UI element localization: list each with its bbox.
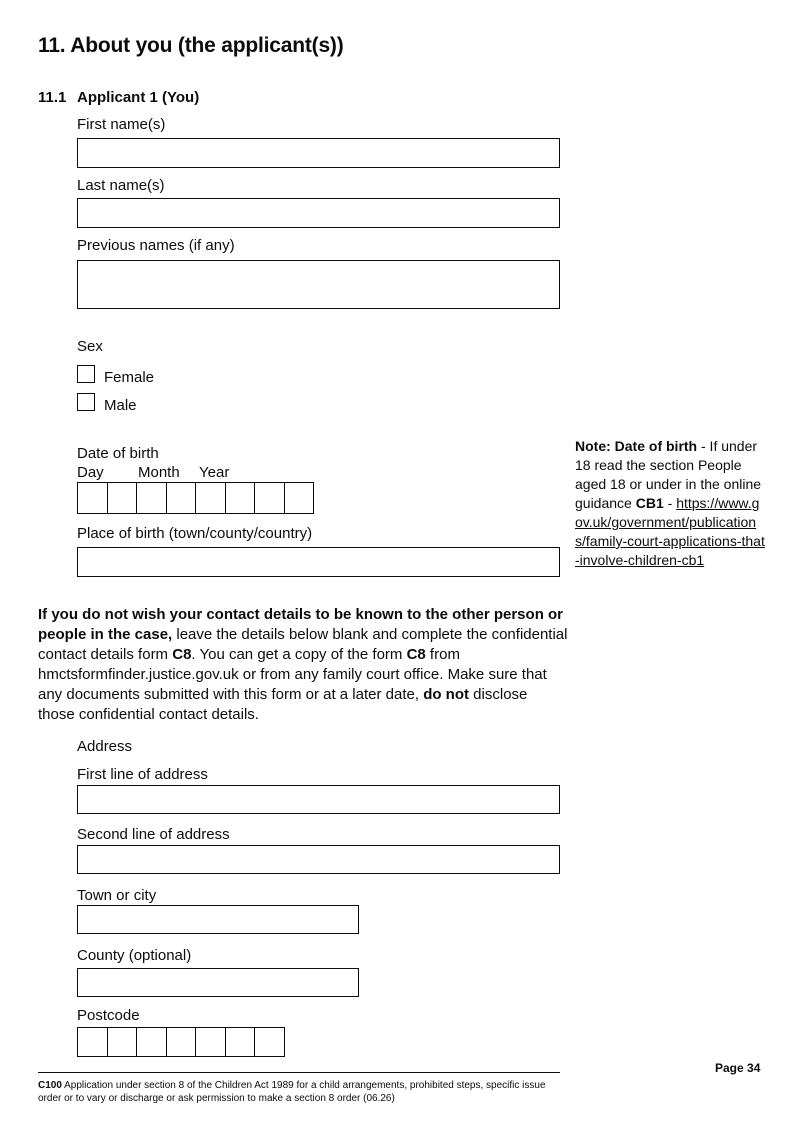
- place-of-birth-label: Place of birth (town/county/country): [77, 525, 313, 542]
- dob-month-cell[interactable]: [166, 482, 197, 514]
- dob-input: [77, 482, 314, 514]
- dob-year-cell[interactable]: [195, 482, 226, 514]
- postcode-input: [77, 1027, 285, 1057]
- conf-bold-1: If you do not wish your contact details to be known to the other person or people in the case,: [38, 606, 564, 643]
- postcode-cell[interactable]: [77, 1027, 108, 1057]
- note-text: - If under 18 read the section People aged 18 or under in the online guidance: [575, 438, 762, 511]
- town-label: Town or city: [77, 887, 157, 904]
- note-bold: Note: Date of birth: [575, 438, 698, 454]
- town-input[interactable]: [77, 905, 359, 934]
- sex-male-label: Male: [104, 397, 137, 414]
- confidential-instructions: [38, 605, 568, 725]
- footer-form-code: C100: [38, 1080, 62, 1091]
- postcode-cell[interactable]: [136, 1027, 167, 1057]
- dob-day-label: Day: [77, 464, 104, 481]
- dob-year-cell[interactable]: [225, 482, 256, 514]
- dob-note: [575, 437, 765, 570]
- postcode-cell[interactable]: [166, 1027, 197, 1057]
- dob-label: Date of birth: [77, 445, 159, 462]
- dob-day-cell[interactable]: [77, 482, 108, 514]
- note-dash: -: [663, 495, 677, 511]
- address-line2-input[interactable]: [77, 845, 560, 874]
- dob-month-cell[interactable]: [136, 482, 167, 514]
- footer-description: Application under section 8 of the Children Act 1989 for a child arrangements, prohibited steps, specific issue order or to vary or discharge or ask permission to make a section 8 order (06.26): [38, 1080, 546, 1104]
- postcode-label: Postcode: [77, 1007, 140, 1024]
- dob-year-cell[interactable]: [284, 482, 315, 514]
- first-name-label: First name(s): [77, 116, 166, 133]
- page-title: 11. About you (the applicant(s)): [38, 34, 344, 57]
- dob-year-label: Year: [199, 464, 230, 481]
- address-line1-label: First line of address: [77, 766, 208, 783]
- conf-bold-2: C8: [172, 646, 192, 663]
- dob-year-cell[interactable]: [254, 482, 285, 514]
- page-number: Page 34: [715, 1061, 761, 1075]
- postcode-cell[interactable]: [107, 1027, 138, 1057]
- dob-day-cell[interactable]: [107, 482, 138, 514]
- postcode-cell[interactable]: [225, 1027, 256, 1057]
- conf-bold-3: C8: [406, 646, 426, 663]
- sex-label: Sex: [77, 338, 103, 355]
- footer-divider: [38, 1072, 560, 1073]
- footer-text: [38, 1079, 558, 1105]
- sex-male-checkbox[interactable]: [77, 393, 95, 411]
- section-heading: Applicant 1 (You): [77, 89, 200, 106]
- postcode-cell[interactable]: [195, 1027, 226, 1057]
- note-cb1: CB1: [635, 495, 664, 511]
- conf-text-4: disclose those confidential contact details.: [38, 686, 528, 723]
- conf-text-2: . You can get a copy of the form: [191, 646, 407, 663]
- address-line2-label: Second line of address: [77, 826, 230, 843]
- conf-text-1: leave the details below blank and complete the confidential contact details form: [38, 626, 568, 663]
- postcode-cell[interactable]: [254, 1027, 285, 1057]
- last-name-input[interactable]: [77, 198, 560, 228]
- conf-bold-4: do not: [423, 686, 470, 703]
- sex-female-checkbox[interactable]: [77, 365, 95, 383]
- address-line1-input[interactable]: [77, 785, 560, 814]
- conf-text-3: from hmctsformfinder.justice.gov.uk or from any family court office. Make sure that any documents submitted with this form or at a later date,: [38, 646, 547, 703]
- guidance-link-text: https://www.gov.uk/government/publications/family-court-applications-that-involve-children-cb1: [575, 495, 765, 568]
- section-number: 11.1: [38, 89, 67, 106]
- county-input[interactable]: [77, 968, 359, 997]
- place-of-birth-input[interactable]: [77, 547, 560, 577]
- county-label: County (optional): [77, 947, 192, 964]
- address-heading: Address: [77, 738, 133, 755]
- first-name-input[interactable]: [77, 138, 560, 168]
- dob-month-label: Month: [138, 464, 180, 481]
- last-name-label: Last name(s): [77, 177, 165, 194]
- previous-names-label: Previous names (if any): [77, 237, 235, 254]
- previous-names-input[interactable]: [77, 260, 560, 309]
- sex-female-label: Female: [104, 369, 155, 386]
